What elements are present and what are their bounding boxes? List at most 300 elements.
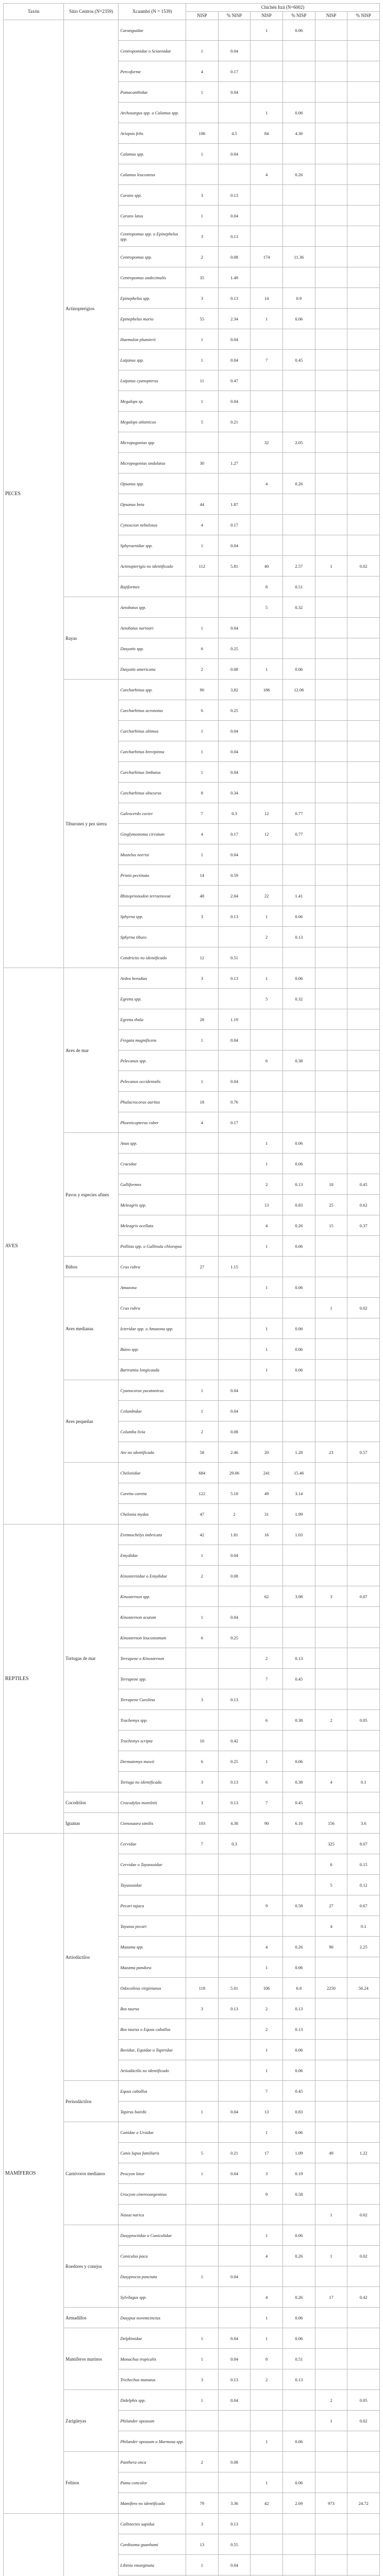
value-cell: 5 [186,2143,219,2163]
value-cell [186,1648,219,1669]
value-cell [218,2122,251,2143]
value-cell [186,1937,219,1957]
value-cell [347,2225,380,2246]
value-cell [186,2081,219,2102]
value-cell: 3.6 [347,1813,380,1834]
value-cell: 28 [186,1009,219,1030]
value-cell [218,103,251,123]
value-cell: 1 [186,2163,219,2184]
value-cell: 7 [251,2081,283,2102]
value-cell [251,1030,283,1050]
value-cell [283,947,315,968]
value-cell: 1 [251,2308,283,2328]
value-cell [283,2205,315,2225]
value-cell: 1 [186,1071,219,1092]
value-cell: 90 [186,680,219,700]
species-cell: Egretta spp. [119,989,186,1009]
value-cell [283,1112,315,1133]
value-cell [347,2163,380,2184]
value-cell: 1 [251,1154,283,1174]
value-cell [347,1689,380,1710]
value-cell [315,618,347,638]
value-cell [186,432,219,453]
subgroup-cell: Mamíferos marinos [64,2328,119,2390]
value-cell [283,144,315,164]
value-cell: 1 [186,535,219,556]
value-cell: 1 [251,1318,283,1339]
value-cell [251,1092,283,1112]
species-cell: Caranx spp. [119,185,186,206]
species-cell: Pristis pectinata [119,865,186,886]
value-cell: 0.06 [283,2225,315,2246]
species-cell: Carcharhinus spp. [119,680,186,700]
value-cell: 0.58 [283,1895,315,1916]
value-cell: 7 [251,1792,283,1813]
value-cell: 3 [186,1792,219,1813]
value-cell [347,1360,380,1380]
value-cell: 2 [251,1648,283,1669]
value-cell [315,1421,347,1442]
value-cell: 27 [186,1257,219,1277]
value-cell: 2 [186,247,219,267]
species-cell: Caranguidae [119,20,186,41]
value-cell: 2 [251,1174,283,1195]
value-cell [251,1298,283,1318]
value-cell [186,1174,219,1195]
value-cell: 11 [186,370,219,391]
value-cell [347,164,380,185]
value-cell [283,638,315,659]
value-cell: 1 [251,968,283,989]
species-cell: Terrapene Carolina [119,1689,186,1710]
value-cell: 1.19 [218,1009,251,1030]
value-cell [347,1257,380,1277]
value-cell [283,206,315,226]
value-cell: 0.02 [347,2411,380,2431]
value-cell: 3 [186,2369,219,2390]
value-cell: 0.02 [347,2246,380,2266]
value-cell [186,1277,219,1298]
value-cell [315,1483,347,1504]
value-cell [283,453,315,473]
value-cell [347,1504,380,1524]
value-cell: 0.08 [218,247,251,267]
value-cell: 0.51 [283,577,315,597]
value-cell: 1 [251,1360,283,1380]
value-cell: 4 [251,1937,283,1957]
value-cell: 17 [315,2287,347,2308]
value-cell [251,2555,283,2575]
species-cell: Nasua narica [119,2205,186,2225]
value-cell: 6.16 [283,1813,315,1834]
value-cell [315,2122,347,2143]
value-cell: 3.14 [283,1483,315,1504]
value-cell: 1 [186,350,219,370]
species-cell: Megalops sp. [119,391,186,412]
value-cell [315,1112,347,1133]
value-cell [251,1607,283,1628]
value-cell: 3 [186,1998,219,2019]
value-cell [218,1154,251,1174]
value-cell: 13 [186,2534,219,2555]
species-cell: Amazona [119,1277,186,1298]
value-cell [218,1133,251,1154]
value-cell: 0.04 [218,1071,251,1092]
species-cell: Lutjanus cyanopterus [119,370,186,391]
value-cell [315,2163,347,2184]
value-cell: 1 [251,2328,283,2349]
value-cell [251,700,283,721]
value-cell [251,618,283,638]
value-cell [186,989,219,1009]
species-cell: Tayassu pecari [119,1916,186,1937]
species-cell: Columba livia [119,1421,186,1442]
taxon-group-cell [4,2514,64,2576]
value-cell: 0.12 [347,1875,380,1895]
value-cell: 4.5 [218,123,251,144]
value-cell: 0.26 [283,473,315,494]
value-cell [315,2040,347,2060]
value-cell [186,103,219,123]
species-cell: Canis lupus familiaris [119,2143,186,2163]
value-cell: 2 [218,1504,251,1524]
value-cell [218,1669,251,1689]
value-cell: 1 [315,1298,347,1318]
species-cell: Kinosternon acutum [119,1607,186,1628]
subgroup-cell: Tiburones y pez sierra [64,680,119,968]
value-cell: 32 [251,432,283,453]
value-cell [347,1339,380,1360]
value-cell: 25 [315,1195,347,1215]
value-cell: 0.13 [218,1689,251,1710]
value-cell [283,412,315,432]
value-cell: 0.13 [218,1998,251,2019]
value-cell: 0.04 [218,535,251,556]
value-cell [251,206,283,226]
value-cell: 0.02 [347,556,380,577]
value-cell [315,329,347,350]
value-cell: 106 [251,1978,283,1998]
value-cell [251,1071,283,1092]
value-cell [347,2369,380,2390]
species-cell: Centropomus spp. o Epinephelus spp. [119,226,186,247]
value-cell [251,1875,283,1895]
value-cell [315,2328,347,2349]
species-cell: Pollitas spp. o Gallinula chloropus [119,1236,186,1257]
species-cell: Didelphis spp. [119,2390,186,2411]
value-cell [315,1648,347,1669]
value-cell [347,2081,380,2102]
value-cell: 12 [186,947,219,968]
value-cell [315,1545,347,1566]
species-cell: Pelecanus spp. [119,1050,186,1071]
value-cell: 0.38 [283,1772,315,1792]
value-cell [218,2411,251,2431]
value-cell [315,1318,347,1339]
value-cell [251,412,283,432]
value-cell [315,947,347,968]
value-cell [218,1937,251,1957]
value-cell: 1 [186,206,219,226]
value-cell [218,1895,251,1916]
value-cell: 0.02 [347,2205,380,2225]
species-cell: Aetobatus spp. [119,597,186,618]
species-cell: Rajiformes [119,577,186,597]
value-cell [315,659,347,680]
value-cell [347,989,380,1009]
header-nisp-1: NISP [186,12,219,20]
value-cell [315,103,347,123]
value-cell [315,721,347,741]
value-cell: 0.26 [283,1215,315,1236]
value-cell: 103 [186,1813,219,1834]
value-cell [186,1895,219,1916]
value-cell [347,1009,380,1030]
value-cell [315,288,347,309]
value-cell [315,1504,347,1524]
value-cell [218,20,251,41]
value-cell [283,1421,315,1442]
value-cell [347,1154,380,1174]
value-cell: 0.55 [218,2534,251,2555]
value-cell: 12 [251,803,283,824]
value-cell [347,1607,380,1628]
value-cell: 0.06 [283,20,315,41]
value-cell [315,2452,347,2472]
value-cell: 0.17 [218,824,251,844]
subgroup-cell: Cocodrilos [64,1792,119,1813]
value-cell: 0.62 [347,1195,380,1215]
value-cell: 1 [186,1030,219,1050]
value-cell: 14 [251,288,283,309]
table-row [4,2514,380,2534]
value-cell [347,2431,380,2452]
species-cell: Kinosternon leucostomum [119,1628,186,1648]
value-cell: 0.47 [218,370,251,391]
value-cell: 2.57 [283,556,315,577]
value-cell [347,2308,380,2328]
value-cell [347,1236,380,1257]
value-cell [218,1236,251,1257]
header-xcaamba: Xcaambó (N = 1539) [119,4,186,20]
value-cell [347,1421,380,1442]
value-cell: 7 [186,803,219,824]
value-cell: 3 [186,906,219,927]
value-cell [315,2431,347,2452]
species-cell: Megalops atlanticus [119,412,186,432]
species-cell: Ardea herodias [119,968,186,989]
value-cell: 0.13 [218,1772,251,1792]
species-cell: Sylvilagus spp. [119,2287,186,2308]
value-cell [315,1998,347,2019]
species-cell: Icteridae spp. o Amazona spp. [119,1318,186,1339]
value-cell [315,844,347,865]
value-cell [186,927,219,947]
value-cell: 0.13 [218,185,251,206]
value-cell [283,1689,315,1710]
value-cell [251,1380,283,1401]
value-cell [283,865,315,886]
value-cell: 0.38 [283,1710,315,1731]
value-cell [186,1236,219,1257]
species-cell: Epinephelus morio [119,309,186,329]
value-cell: 0.3 [218,803,251,824]
value-cell [218,2081,251,2102]
value-cell [251,515,283,535]
value-cell: 24.72 [347,2493,380,2514]
value-cell: 3.36 [218,2493,251,2514]
value-cell [251,370,283,391]
value-cell [218,1298,251,1318]
species-cell: Cervidae [119,1834,186,1854]
value-cell: 35 [186,267,219,288]
value-cell [218,2040,251,2060]
species-cell: Phoenicopterus ruber [119,1112,186,1133]
value-cell: 1 [315,2205,347,2225]
value-cell [347,226,380,247]
value-cell: 1 [251,1236,283,1257]
value-cell [315,494,347,515]
value-cell [283,494,315,515]
value-cell [347,432,380,453]
value-cell: 0.13 [283,2369,315,2390]
value-cell [315,1236,347,1257]
value-cell [315,2266,347,2287]
value-cell [347,700,380,721]
value-cell [283,1875,315,1895]
value-cell: 3.98 [283,1586,315,1607]
value-cell: 0.06 [283,1277,315,1298]
value-cell: 0.06 [283,1339,315,1360]
value-cell [251,1566,283,1586]
value-cell [283,535,315,556]
value-cell: 3 [186,185,219,206]
species-cell: Dasyatis spp. [119,638,186,659]
taxon-group-cell: PECES [4,20,64,968]
species-cell: Meleagris ocellata [119,1215,186,1236]
value-cell: 4.38 [218,1813,251,1834]
value-cell: 48 [186,886,219,906]
subgroup-cell: Artiodáctilos [64,1834,119,2081]
species-cell: Tapirus bairdii [119,2102,186,2122]
value-cell: 6.8 [283,1978,315,1998]
species-cell: Epinephelus spp. [119,288,186,309]
species-cell: Delphinidae [119,2328,186,2349]
value-cell: 0.51 [283,2349,315,2369]
value-cell [218,2308,251,2328]
value-cell: 0.04 [218,41,251,61]
value-cell: 2 [251,2019,283,2040]
value-cell [315,638,347,659]
value-cell: 0.06 [283,1360,315,1380]
value-cell [315,1689,347,1710]
value-cell: 13 [251,2102,283,2122]
value-cell: 0.21 [218,412,251,432]
value-cell: 0.45 [283,1669,315,1689]
value-cell [315,886,347,906]
value-cell [251,41,283,61]
species-cell: Bartramia longicauda [119,1360,186,1380]
value-cell [315,1009,347,1030]
value-cell: 3.82 [218,680,251,700]
value-cell [218,2019,251,2040]
value-cell [315,123,347,144]
value-cell [283,2411,315,2431]
value-cell: 2.34 [218,309,251,329]
value-cell [283,1607,315,1628]
species-cell: Haemulon plumierii [119,329,186,350]
value-cell [251,1834,283,1854]
value-cell [347,2328,380,2349]
value-cell [315,2472,347,2493]
value-cell [283,1854,315,1875]
value-cell [315,350,347,370]
value-cell [315,906,347,927]
value-cell: 2.46 [218,1442,251,1463]
value-cell [347,1566,380,1586]
species-cell: Kinosternidae o Emydidae [119,1566,186,1586]
value-cell: 0.06 [283,2122,315,2143]
value-cell [347,206,380,226]
value-cell: 0.06 [283,1957,315,1978]
value-cell [218,989,251,1009]
value-cell [251,1731,283,1751]
value-cell: 0.15 [347,1854,380,1875]
value-cell [347,2266,380,2287]
value-cell: 0.17 [218,61,251,82]
species-cell: Eretmochelys imbricata [119,1524,186,1545]
value-cell [283,82,315,103]
subgroup-cell: Perisodáctilos [64,2081,119,2122]
value-cell: 5 [251,989,283,1009]
value-cell: 0.06 [283,1154,315,1174]
value-cell: 6 [186,700,219,721]
value-cell [347,2534,380,2555]
value-cell: 13 [251,1195,283,1215]
subgroup-cell: Actinopterigios [64,20,119,597]
value-cell: 0.04 [218,1545,251,1566]
value-cell: 0.45 [283,2081,315,2102]
value-cell: 1 [251,20,283,41]
table-header-row [4,4,380,12]
value-cell: 0.04 [218,741,251,762]
value-cell: 6 [186,1751,219,1772]
value-cell: 30 [186,453,219,473]
value-cell [218,1318,251,1339]
value-cell: 0.06 [283,103,315,123]
species-cell: Micropogonias undulatus [119,453,186,473]
value-cell: 0.04 [218,2328,251,2349]
value-cell: 1 [186,2390,219,2411]
value-cell [315,144,347,164]
value-cell: 0.04 [218,82,251,103]
value-cell: 8.07 [347,1834,380,1854]
value-cell [186,2472,219,2493]
species-cell: Lutjanus spp. [119,350,186,370]
species-cell: Archosargus spp. o Calamus spp. [119,103,186,123]
value-cell: 118 [186,1978,219,1998]
value-cell: 12.06 [283,680,315,700]
value-cell: 0.32 [283,989,315,1009]
value-cell [315,535,347,556]
species-cell: Anas spp. [119,1133,186,1154]
species-cell: Condrictio no identificado [119,947,186,968]
value-cell: 1 [315,2411,347,2431]
species-cell: Crax rubra [119,1298,186,1318]
value-cell: 0.05 [347,1710,380,1731]
value-cell: 0.13 [218,2514,251,2534]
value-cell [315,2514,347,2534]
